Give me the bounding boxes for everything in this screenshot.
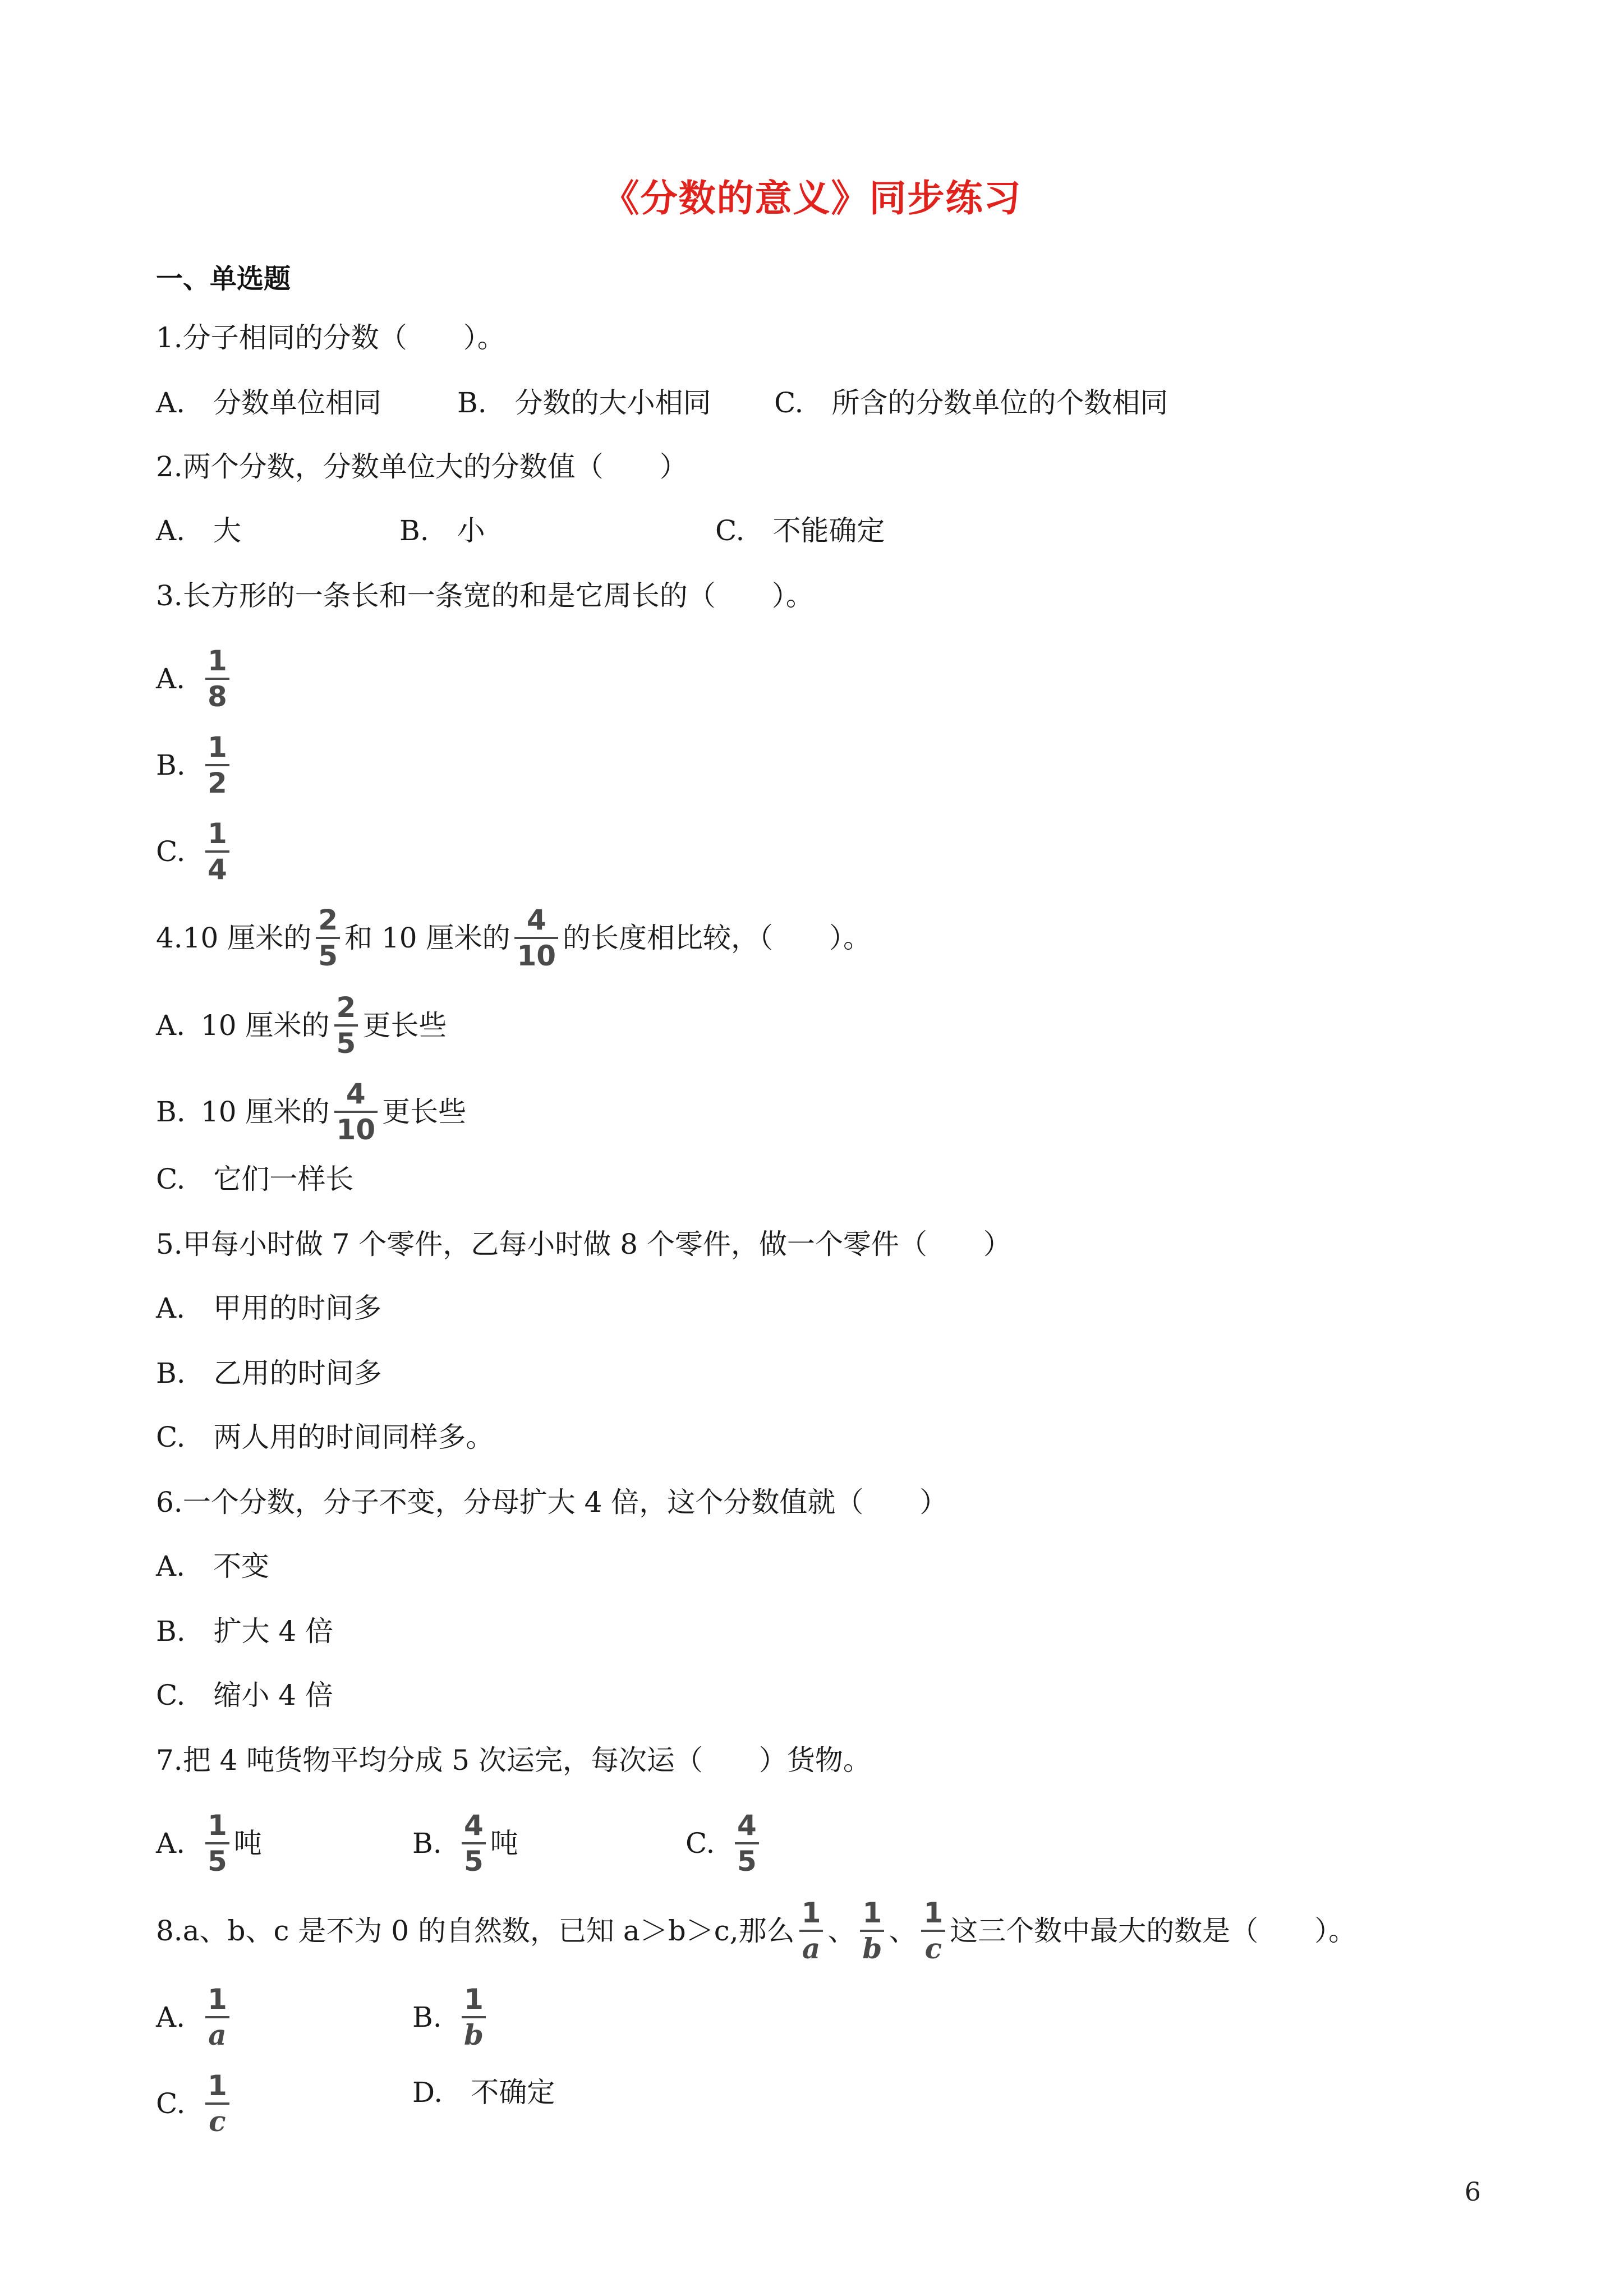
fraction-numerator: 4 <box>526 904 546 936</box>
fraction-bar <box>205 1842 229 1844</box>
fraction <box>205 2070 229 2137</box>
fraction-numerator: 1 <box>208 731 227 763</box>
fraction <box>860 1897 884 1964</box>
option-letter: A. <box>156 662 186 695</box>
fraction-denominator: c <box>209 2105 226 2138</box>
question-6-option-a[interactable]: A. 不变 <box>156 1550 270 1582</box>
fraction <box>921 1897 945 1964</box>
question-7-option-a[interactable] <box>156 1810 262 1877</box>
option-letter: A. <box>156 1009 186 1042</box>
fraction <box>205 731 229 799</box>
fraction-bar <box>205 678 229 680</box>
stem-text: 4.10 厘米的 <box>156 922 312 954</box>
fraction-bar <box>205 764 229 766</box>
fraction <box>462 1810 486 1877</box>
question-5-option-a[interactable]: A. 甲用的时间多 <box>156 1292 382 1324</box>
fraction-numerator: 4 <box>346 1078 366 1110</box>
fraction <box>514 904 558 972</box>
fraction <box>205 1810 229 1877</box>
stem-text: 和 10 厘米的 <box>344 922 510 954</box>
question-5-option-b[interactable]: B. 乙用的时间多 <box>156 1357 382 1389</box>
question-2-option-b[interactable]: B. 小 <box>399 514 485 547</box>
fraction-denominator: 5 <box>208 1845 227 1878</box>
fraction-denominator: 5 <box>318 940 338 972</box>
question-8-option-a[interactable] <box>156 1984 234 2051</box>
stem-text: 8.a、b、c 是不为 0 的自然数，已知 a＞b＞c,那么 <box>156 1915 795 1947</box>
question-7-option-c[interactable] <box>686 1810 763 1877</box>
question-6-option-c[interactable]: C. 缩小 4 倍 <box>156 1679 333 1711</box>
option-text: 10 厘米的 <box>201 1009 330 1042</box>
option-letter: B. <box>412 1827 442 1860</box>
fraction-numerator: 1 <box>208 817 227 850</box>
option-letter: A. <box>156 2001 186 2033</box>
fraction-numerator: 2 <box>318 904 338 936</box>
fraction-bar <box>205 850 229 853</box>
question-4-stem <box>156 904 871 972</box>
fraction <box>316 904 340 972</box>
fraction-numerator: 1 <box>208 1983 227 2016</box>
fraction-numerator: 1 <box>464 1983 484 2016</box>
question-6-option-b[interactable]: B. 扩大 4 倍 <box>156 1615 334 1648</box>
fraction-numerator: 1 <box>801 1897 821 1929</box>
question-2-option-a[interactable]: A. 大 <box>156 514 242 547</box>
page-number: 6 <box>1464 2177 1481 2207</box>
option-letter: B. <box>156 749 186 781</box>
fraction <box>334 1078 378 1145</box>
option-unit: 吨 <box>490 1827 518 1860</box>
page-title: 《分数的意义》同步练习 <box>602 176 1022 220</box>
fraction-bar <box>334 1024 358 1027</box>
question-7-option-b[interactable] <box>412 1810 518 1877</box>
question-1-option-b[interactable]: B. 分数的大小相同 <box>457 386 711 419</box>
option-letter: B. <box>156 1096 186 1128</box>
question-3-option-b[interactable] <box>156 731 234 799</box>
fraction-bar <box>316 937 340 939</box>
question-3-stem: 3.长方形的一条长和一条宽的和是它周长的（ ）。 <box>156 579 814 612</box>
question-6-stem: 6.一个分数，分子不变，分母扩大 4 倍，这个分数值就（ ） <box>156 1486 948 1519</box>
option-letter: B. <box>412 2001 442 2033</box>
question-1-option-a[interactable]: A. 分数单位相同 <box>156 386 382 419</box>
section-heading: 一、单选题 <box>156 263 291 295</box>
fraction <box>205 1984 229 2051</box>
fraction-numerator: 1 <box>208 2069 227 2102</box>
question-3-option-a[interactable] <box>156 645 234 712</box>
fraction-denominator: c <box>924 1932 942 1965</box>
fraction-denominator: 5 <box>336 1027 356 1060</box>
fraction-denominator: 10 <box>517 940 556 972</box>
fraction-bar <box>735 1842 759 1844</box>
fraction-numerator: 1 <box>208 645 227 677</box>
fraction-denominator: a <box>802 1932 821 1965</box>
stem-text: 的长度相比较，（ ）。 <box>563 922 872 954</box>
fraction-numerator: 1 <box>208 1809 227 1842</box>
fraction-bar <box>514 937 558 939</box>
option-text: 更长些 <box>382 1096 467 1128</box>
question-2-option-c[interactable]: C. 不能确定 <box>715 514 885 547</box>
separator: 、 <box>889 1915 917 1947</box>
fraction-numerator: 2 <box>336 991 356 1024</box>
question-1-stem: 1.分子相同的分数（ ）。 <box>156 321 505 354</box>
question-5-stem: 5.甲每小时做 7 个零件，乙每小时做 8 个零件，做一个零件（ ） <box>156 1228 1011 1260</box>
fraction-bar <box>462 1842 486 1844</box>
fraction <box>334 992 358 1059</box>
fraction-denominator: 5 <box>737 1845 757 1878</box>
fraction-denominator: b <box>464 2018 484 2051</box>
question-8-option-d[interactable]: D. 不确定 <box>412 2076 555 2109</box>
question-4-option-c[interactable]: C. 它们一样长 <box>156 1163 354 1195</box>
option-letter: C. <box>686 1827 715 1860</box>
separator: 、 <box>827 1915 856 1947</box>
option-letter: C. <box>156 835 186 868</box>
question-7-stem: 7.把 4 吨货物平均分成 5 次运完，每次运（ ）货物。 <box>156 1744 871 1777</box>
fraction-numerator: 1 <box>862 1897 882 1929</box>
fraction-numerator: 4 <box>737 1809 757 1842</box>
question-4-option-b[interactable] <box>156 1078 466 1145</box>
question-8-option-b[interactable] <box>412 1984 490 2051</box>
question-8-option-c[interactable] <box>156 2070 234 2137</box>
fraction-denominator: 4 <box>208 853 227 886</box>
question-5-option-c[interactable]: C. 两人用的时间同样多。 <box>156 1421 494 1453</box>
question-4-option-a[interactable] <box>156 992 447 1059</box>
fraction-denominator: 10 <box>336 1114 376 1146</box>
fraction-denominator: 8 <box>208 680 227 713</box>
option-letter: A. <box>156 1827 186 1860</box>
fraction <box>205 645 229 712</box>
fraction-numerator: 1 <box>923 1897 944 1929</box>
question-8-stem <box>156 1897 1356 1964</box>
fraction-denominator: 2 <box>208 767 227 799</box>
fraction <box>799 1897 823 1964</box>
option-unit: 吨 <box>233 1827 262 1860</box>
question-3-option-c[interactable] <box>156 818 234 885</box>
fraction-denominator: a <box>208 2018 227 2051</box>
question-1-option-c[interactable]: C. 所含的分数单位的个数相同 <box>774 386 1168 419</box>
stem-text: 这三个数中最大的数是（ ）。 <box>950 1915 1357 1947</box>
fraction-bar <box>334 1111 378 1113</box>
option-letter: C. <box>156 2087 186 2120</box>
fraction-numerator: 4 <box>464 1809 484 1842</box>
fraction-denominator: b <box>862 1932 882 1965</box>
option-text: 更长些 <box>362 1009 447 1042</box>
fraction-denominator: 5 <box>464 1845 484 1878</box>
fraction <box>462 1984 486 2051</box>
option-text: 10 厘米的 <box>201 1096 330 1128</box>
fraction <box>205 818 229 885</box>
question-2-stem: 2.两个分数，分数单位大的分数值（ ） <box>156 450 688 483</box>
fraction <box>735 1810 759 1877</box>
